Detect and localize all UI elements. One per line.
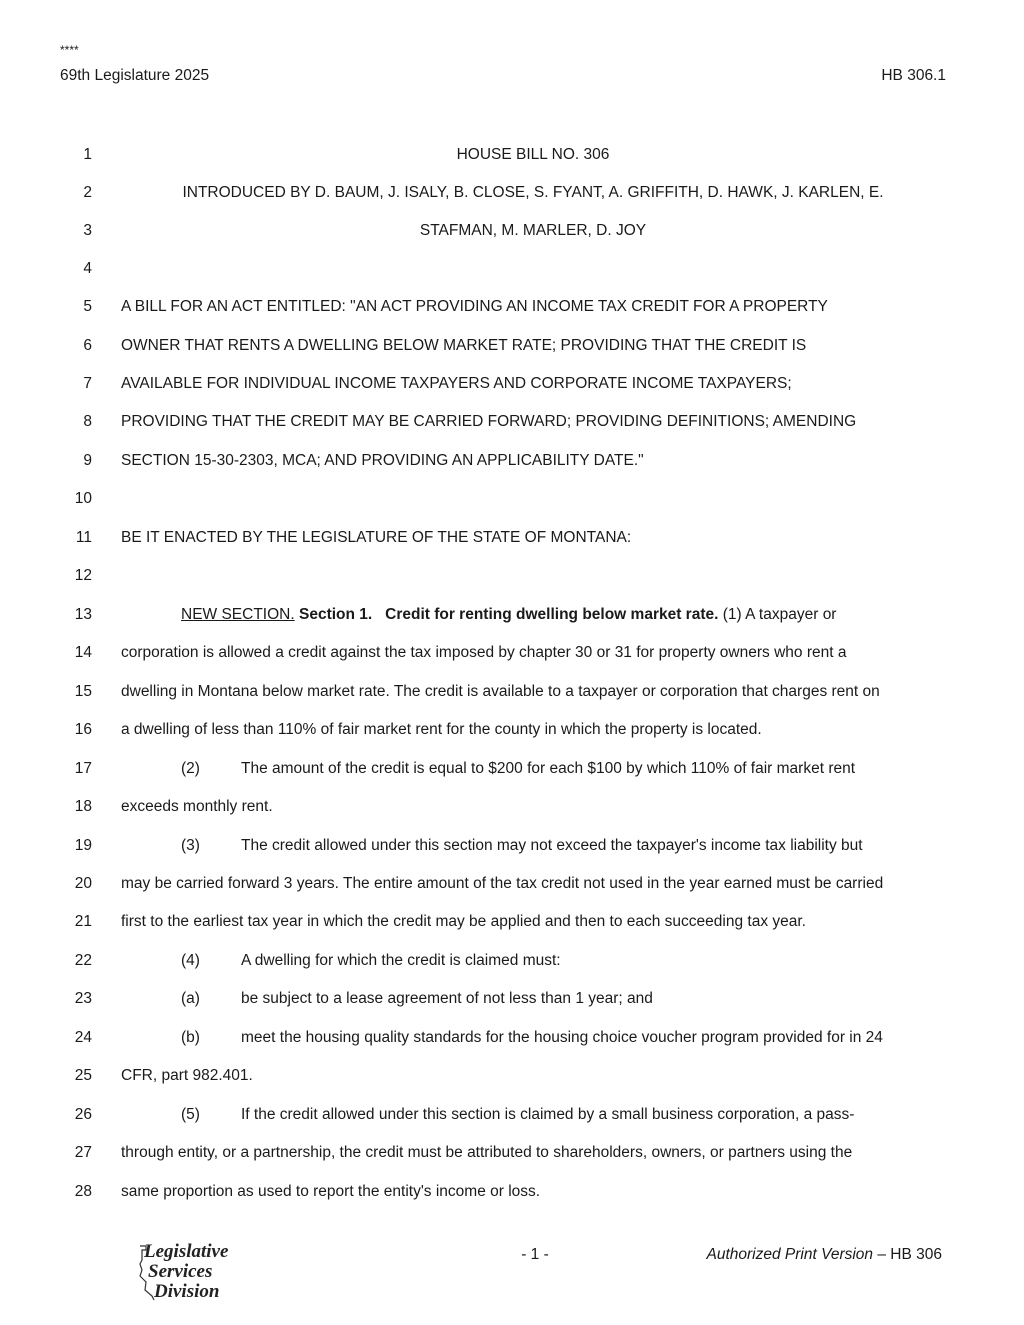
new-section-label: NEW SECTION. [181, 606, 295, 623]
line-number: 5 [83, 298, 92, 315]
line-number: 26 [74, 1106, 92, 1123]
subsection-text: If the credit allowed under this section is claimed by a small business corporation, a pass- [241, 1106, 855, 1123]
body-line: first to the earliest tax year in which the credit may be applied and then to each succeeding tax year. [121, 913, 806, 930]
bill-version-label: HB 306.1 [881, 67, 946, 84]
authorized-text: Authorized Print Version [706, 1246, 874, 1263]
line-number: 15 [74, 683, 92, 700]
line-number: 1 [83, 146, 92, 163]
act-title-line: A BILL FOR AN ACT ENTITLED: "AN ACT PROVIDING AN INCOME TAX CREDIT FOR A PROPERTY [121, 298, 828, 315]
section-title: Credit for renting dwelling below market rate. [385, 606, 719, 623]
subsection-marker: (3) [181, 837, 200, 854]
subsection-text: The amount of the credit is equal to $200 for each $100 by which 110% of fair market rent [241, 760, 856, 777]
section-text: (1) A taxpayer or [722, 606, 837, 623]
line-number: 14 [74, 644, 92, 661]
subsection-text: meet the housing quality standards for the housing choice voucher program provided for in 24 [241, 1029, 883, 1046]
line-number: 18 [74, 798, 92, 815]
subsection-text: A dwelling for which the credit is claimed must: [241, 952, 561, 969]
subsection-marker: (4) [181, 952, 200, 969]
bill-reference: – HB 306 [873, 1246, 942, 1263]
sponsors-line: INTRODUCED BY D. BAUM, J. ISALY, B. CLOSE, S. FYANT, A. GRIFFITH, D. HAWK, J. KARLEN, E. [182, 184, 884, 201]
line-number: 19 [74, 837, 92, 854]
act-title-line: AVAILABLE FOR INDIVIDUAL INCOME TAXPAYERS AND CORPORATE INCOME TAXPAYERS; [121, 375, 792, 392]
line-number: 7 [83, 375, 92, 392]
line-number: 13 [74, 606, 92, 623]
line-number: 20 [74, 875, 92, 892]
line-number: 10 [74, 490, 92, 507]
body-line: CFR, part 982.401. [121, 1067, 253, 1084]
line-number: 6 [83, 337, 92, 354]
legislature-label: 69th Legislature 2025 [60, 67, 210, 84]
line-number: 11 [75, 529, 92, 546]
subsection-marker: (2) [181, 760, 200, 777]
line-number: 12 [74, 567, 92, 584]
authorized-print-label [706, 1245, 942, 1265]
line-number: 17 [74, 760, 92, 777]
enacting-clause: BE IT ENACTED BY THE LEGISLATURE OF THE STATE OF MONTANA: [121, 529, 632, 546]
line-number: 3 [83, 222, 92, 239]
subsection-marker: (5) [181, 1106, 200, 1123]
subsection-line [121, 951, 1011, 971]
subsection-text: be subject to a lease agreement of not less than 1 year; and [241, 990, 653, 1007]
subsection-line [121, 759, 1011, 779]
line-number: 21 [74, 913, 92, 930]
page-number: - 1 - [521, 1246, 549, 1263]
act-title-line: OWNER THAT RENTS A DWELLING BELOW MARKET RATE; PROVIDING THAT THE CREDIT IS [121, 337, 807, 354]
sponsors-line: STAFMAN, M. MARLER, D. JOY [419, 222, 647, 239]
subsection-line [121, 1028, 1011, 1048]
section-heading-line [121, 605, 1011, 625]
body-line: dwelling in Montana below market rate. The credit is available to a taxpayer or corporation that charges rent on [121, 683, 880, 700]
header-stars: **** [60, 43, 79, 57]
act-title-line: SECTION 15-30-2303, MCA; AND PROVIDING AN APPLICABILITY DATE." [121, 452, 644, 469]
line-number: 16 [74, 721, 92, 738]
line-number: 4 [83, 260, 92, 277]
subsection-marker: (a) [181, 990, 200, 1007]
logo-line: Division [154, 1281, 220, 1302]
line-number: 24 [74, 1029, 92, 1046]
body-line: exceeds monthly rent. [121, 798, 273, 815]
body-line: through entity, or a partnership, the credit must be attributed to shareholders, owners, or partners using the [121, 1144, 853, 1161]
line-number: 9 [83, 452, 92, 469]
subsection-line [121, 836, 1011, 856]
line-number: 25 [74, 1067, 92, 1084]
body-line: corporation is allowed a credit against the tax imposed by chapter 30 or 31 for property owners who rent a [121, 644, 847, 661]
bill-title: HOUSE BILL NO. 306 [456, 146, 610, 163]
body-line: a dwelling of less than 110% of fair market rent for the county in which the property is located. [121, 721, 762, 738]
body-line: same proportion as used to report the entity's income or loss. [121, 1183, 541, 1200]
subsection-text: The credit allowed under this section may not exceed the taxpayer's income tax liability but [241, 837, 863, 854]
line-number: 27 [74, 1144, 92, 1161]
line-number: 23 [74, 990, 92, 1007]
subsection-line [121, 1105, 1011, 1125]
line-number: 22 [74, 952, 92, 969]
act-title-line: PROVIDING THAT THE CREDIT MAY BE CARRIED FORWARD; PROVIDING DEFINITIONS; AMENDING [121, 413, 857, 430]
subsection-line [121, 989, 1011, 1009]
line-number: 28 [74, 1183, 92, 1200]
line-number: 2 [83, 184, 92, 201]
logo-line: Legislative [144, 1241, 229, 1262]
logo-line: Services [148, 1261, 213, 1282]
line-number: 8 [83, 413, 92, 430]
subsection-marker: (b) [181, 1029, 200, 1046]
legislative-services-logo [132, 1240, 262, 1320]
section-number: Section 1. [298, 606, 373, 623]
body-line: may be carried forward 3 years. The entire amount of the tax credit not used in the year earned must be carried [121, 875, 884, 892]
